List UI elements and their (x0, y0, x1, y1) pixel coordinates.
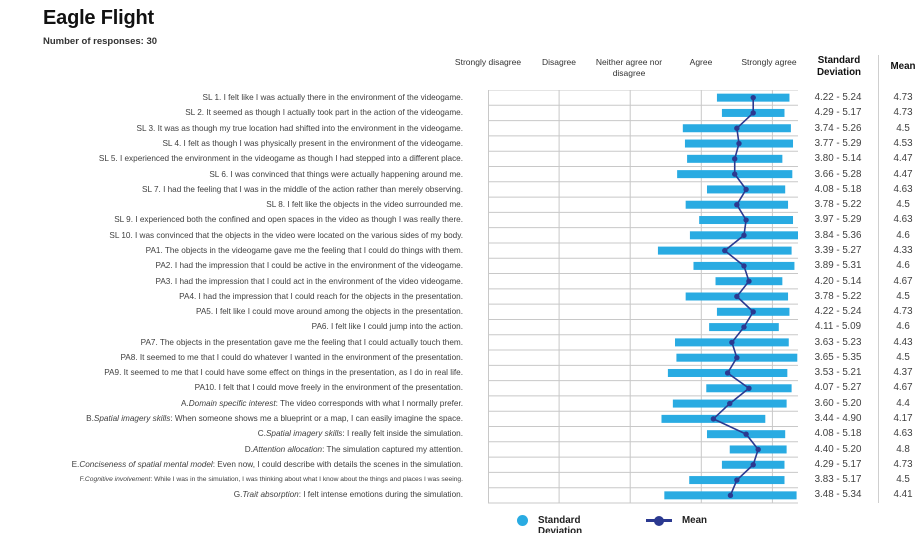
mean-dot (734, 202, 739, 207)
sd-range: 4.11 - 5.09 (814, 321, 862, 333)
row-label: SL 3. It was as though my true location had shifted into the environment in the videogame. (136, 123, 463, 133)
mean-value: 4.5 (896, 122, 910, 134)
row-label: PA1. The objects in the videogame gave me the feeling that I could do things with them. (145, 245, 463, 255)
sd-range: 3.77 - 5.29 (814, 137, 862, 149)
mean-value: 4.47 (893, 153, 913, 165)
question-labels (0, 90, 463, 503)
row-label: SL 9. I experienced both the confined and open spaces in the video as though I was really there. (114, 215, 463, 225)
row-label: PA3. I had the impression that I could act in the environment of the video videogame. (155, 276, 463, 286)
row-label: F. Cognitive involvement : While I was in the simulation, I was thinking about what I know about the things and places I was seeing. (79, 476, 463, 484)
mean-value: 4.5 (896, 290, 910, 302)
sd-range: 4.29 - 5.17 (814, 107, 862, 119)
sd-range: 3.84 - 5.36 (814, 229, 862, 241)
sd-range: 3.97 - 5.29 (814, 214, 862, 226)
sd-range: 4.22 - 5.24 (814, 92, 862, 104)
mean-dot (734, 126, 739, 131)
row-label: B. Spatial imagery skills : When someone shows me a blueprint or a map, I can easily imagine the space. (86, 414, 463, 424)
row-label: PA5. I felt like I could move around among the objects in the presentation. (195, 307, 463, 317)
mean-value: 4.53 (893, 137, 913, 149)
mean-value: 4.5 (896, 199, 910, 211)
row-label: C. Spatial imagery skills : I really felt inside the simulation. (257, 429, 463, 439)
mean-value: 4.5 (896, 474, 910, 486)
sd-range: 3.65 - 5.35 (814, 351, 862, 363)
mean-value: 4.17 (893, 413, 913, 425)
row-label: SL 10. I was convinced that the objects in the video were located on the various sides of my body. (109, 230, 463, 240)
mean-dot (741, 263, 746, 268)
page-title: Eagle Flight (43, 7, 154, 29)
mean-value: 4.33 (893, 244, 913, 256)
column-divider (878, 55, 879, 503)
mean-dot (727, 401, 732, 406)
axis-label-agree: Agree (689, 57, 713, 67)
mean-dot (746, 279, 751, 284)
mean-dot (729, 340, 734, 345)
mean-dot (751, 95, 756, 100)
mean-dot (751, 309, 756, 314)
mean-column (880, 90, 922, 503)
row-label: PA6. I felt like I could jump into the action. (311, 322, 463, 332)
sd-range: 3.63 - 5.23 (814, 336, 862, 348)
sd-range: 3.48 - 5.34 (814, 489, 862, 501)
mean-dot (751, 110, 756, 115)
axis-label-disagree: Disagree (541, 57, 577, 67)
row-label: D. Attention allocation : The simulation captured my attention. (244, 444, 463, 454)
mean-dot (755, 447, 760, 452)
mean-value: 4.73 (893, 92, 913, 104)
mean-value: 4.6 (896, 321, 910, 333)
mean-dot (743, 217, 748, 222)
row-label: PA4. I had the impression that I could reach for the objects in the presentation. (179, 291, 463, 301)
sd-range: 3.80 - 5.14 (814, 153, 862, 165)
axis-label-strongly-disagree: Strongly disagree (454, 57, 522, 67)
axis-label-strongly-agree: Strongly agree (741, 57, 797, 67)
sd-range: 4.22 - 5.24 (814, 306, 862, 318)
mean-value: 4.5 (896, 351, 910, 363)
sd-range-column (798, 90, 878, 503)
row-label: SL 6. I was convinced that things were actually happening around me. (209, 169, 463, 179)
mean-dot (736, 141, 741, 146)
mean-dot (734, 355, 739, 360)
row-label: PA2. I had the impression that I could be active in the environment of the videogame. (155, 261, 463, 271)
responses-count: Number of responses: 30 (43, 36, 158, 47)
sd-range: 3.78 - 5.22 (814, 199, 862, 211)
row-label: SL 1. I felt like I was actually there in the environment of the videogame. (202, 93, 463, 103)
mean-value: 4.67 (893, 382, 913, 394)
row-label: A. Domain specific interest : The video corresponds with what I normally prefer. (180, 398, 463, 408)
sd-range: 4.07 - 5.27 (814, 382, 862, 394)
mean-value: 4.6 (896, 260, 910, 272)
mean-value: 4.41 (893, 489, 913, 501)
mean-dot (741, 324, 746, 329)
legend-sd-circle-icon (517, 515, 528, 526)
sd-range: 3.74 - 5.26 (814, 122, 862, 134)
mean-dot (743, 187, 748, 192)
sd-range: 3.53 - 5.21 (814, 367, 862, 379)
mean-value: 4.73 (893, 107, 913, 119)
mean-value: 4.37 (893, 367, 913, 379)
row-label: SL 2. It seemed as though I actually took part in the action of the videogame. (185, 108, 463, 118)
axis-label-neither: Neither agree nor disagree (595, 57, 663, 79)
mean-dot (734, 477, 739, 482)
mean-value: 4.6 (896, 229, 910, 241)
mean-value: 4.43 (893, 336, 913, 348)
mean-value: 4.63 (893, 214, 913, 226)
mean-dot (732, 171, 737, 176)
row-label: SL 4. I felt as though I was physically present in the environment of the videogame. (162, 138, 463, 148)
row-label: G. Trait absorption : I felt intense emotions during the simulation. (233, 490, 463, 500)
sd-range: 4.08 - 5.18 (814, 428, 862, 440)
sd-range: 4.40 - 5.20 (814, 443, 862, 455)
column-header-standard-deviation: Standard Deviation (816, 55, 862, 79)
mean-value: 4.73 (893, 458, 913, 470)
sd-range: 3.78 - 5.22 (814, 290, 862, 302)
sd-range: 3.66 - 5.28 (814, 168, 862, 180)
mean-value: 4.8 (896, 443, 910, 455)
mean-dot (732, 156, 737, 161)
legend-mean-label: Mean (682, 515, 708, 526)
sd-range: 4.20 - 5.14 (814, 275, 862, 287)
mean-value: 4.4 (896, 397, 910, 409)
row-label: PA7. The objects in the presentation gave me the feeling that I could actually touch them. (140, 337, 463, 347)
sd-range: 3.39 - 5.27 (814, 244, 862, 256)
legend-mean-dot-icon (654, 516, 664, 526)
column-header-mean: Mean (890, 61, 916, 72)
row-label: PA9. It seemed to me that I could have some effect on things in the presentation, as I do in real life. (104, 368, 463, 378)
mean-value: 4.73 (893, 306, 913, 318)
mean-dot (728, 493, 733, 498)
mean-dot (746, 386, 751, 391)
row-label: SL 7. I had the feeling that I was in the middle of the action rather than merely observing. (141, 184, 463, 194)
mean-value: 4.63 (893, 183, 913, 195)
mean-value: 4.63 (893, 428, 913, 440)
mean-dot (751, 462, 756, 467)
sd-range: 4.29 - 5.17 (814, 458, 862, 470)
row-label: SL 8. I felt like the objects in the video surrounded me. (266, 200, 463, 210)
mean-dot (743, 431, 748, 436)
mean-dot (741, 233, 746, 238)
sd-range: 3.89 - 5.31 (814, 260, 862, 272)
sd-range: 3.60 - 5.20 (814, 397, 862, 409)
row-label: PA8. It seemed to me that I could do whatever I wanted in the environment of the presentation. (120, 352, 463, 362)
mean-dot (722, 248, 727, 253)
sd-range: 3.83 - 5.17 (814, 474, 862, 486)
mean-dot (734, 294, 739, 299)
sd-range: 4.08 - 5.18 (814, 183, 862, 195)
mean-value: 4.67 (893, 275, 913, 287)
row-label: PA10. I felt that I could move freely in the environment of the presentation. (194, 383, 463, 393)
mean-dot (711, 416, 716, 421)
row-label: SL 5. I experienced the environment in the videogame as though I had stepped into a different place. (98, 154, 463, 164)
mean-value: 4.47 (893, 168, 913, 180)
mean-dot (725, 370, 730, 375)
sd-range: 3.44 - 4.90 (814, 413, 862, 425)
chart-plot (488, 90, 822, 504)
legend-sd-label: Standard Deviation (538, 515, 583, 533)
row-label: E. Conciseness of spatial mental model : Even now, I could describe with details the scenes in the simulation. (71, 459, 463, 469)
